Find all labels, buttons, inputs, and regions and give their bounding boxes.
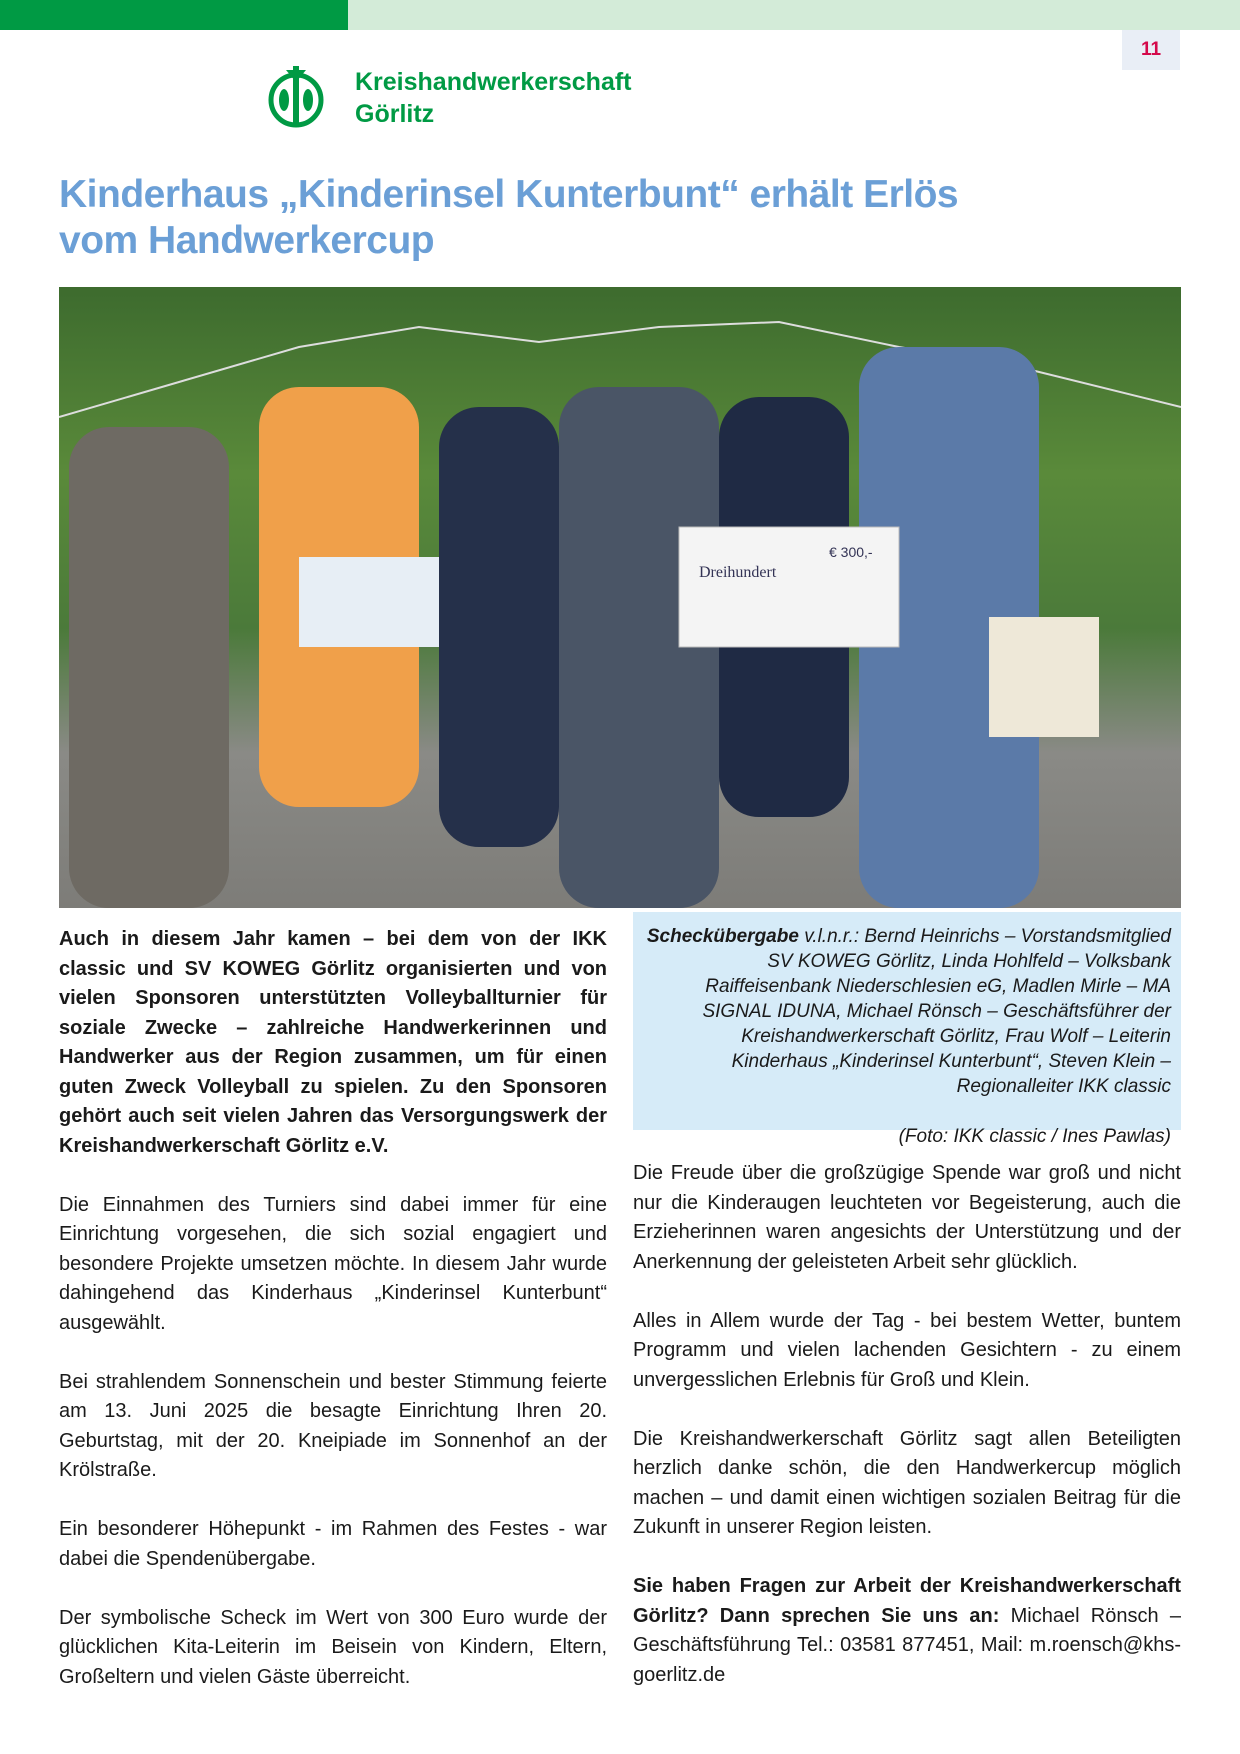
photo-illustration [59,287,1181,908]
org-line-1: Kreishandwerkerschaft [355,68,632,96]
paragraph: Der symbolische Scheck im Wert von 300 Euro wurde der glücklichen Kita-Leiterin im Beisein von Kindern, Eltern, Großeltern und vielen Gäste überreicht. [59,1606,607,1688]
tote-bag [989,617,1099,737]
intro-paragraph: Auch in diesem Jahr kamen – bei dem von der IKK classic und SV KOWEG Görlitz organisierten und von vielen Sponsoren unterstützten Volleyballturnier für soziale Zwecke – zahlreiche Handwerkerinnen und Handwerker aus der Region zusammen, um für einen guten Zweck Volleyball zu spielen. Zu den Sponsoren gehört auch seit vielen Jahren das Versorgungswerk der Kreishandwerkerschaft Görlitz e.V. [59,928,607,1157]
paragraph: Ein besonderer Höhepunkt - im Rahmen des Festes - war dabei die Spendenübergabe. [59,1518,607,1570]
paragraph: Alles in Allem wurde der Tag - bei bestem Wetter, buntem Programm und vielen lachenden Gesichtern - zu einem unvergesslichen Erlebnis für Groß und Klein. [633,1309,1181,1391]
organization-name [355,66,632,130]
cheque-text: Dreihundert [699,564,777,581]
article-title [59,172,1159,264]
left-column [59,925,607,1722]
contact-paragraph [633,1572,1181,1690]
gift-bag [299,557,439,647]
paragraph: Die Einnahmen des Turniers sind dabei immer für eine Einrichtung vorgesehen, die sich sozial engagiert und besondere Projekte umsetzen möchte. In diesem Jahr wurde dahingehend das Kinderhaus „Kinderinsel Kunterbunt“ ausgewählt. [59,1193,607,1334]
top-color-bar [0,0,1240,30]
caption-bold: Scheckübergabe [646,926,799,947]
article-photo [59,287,1181,908]
photo-credit: (Foto: IKK classic / Ines Pawlas) [898,1126,1171,1147]
paragraph: Bei strahlendem Sonnenschein und bester Stimmung feierte am 13. Juni 2025 die besagte Einrichtung Ihren 20. Geburtstag, mit der 20. Kneipiade im Sonnenhof an der Krölstraße. [59,1370,607,1481]
paragraph: Die Freude über die großzügige Spende war groß und nicht nur die Kinderaugen leuchteten vor Begeisterung, auch die Erzieherinnen waren angesichts der Unterstützung und der Anerkennung der geleisteten Arbeit sehr glücklich. [633,1162,1181,1273]
cheque-amount: € 300,- [829,544,873,560]
contact-details: Michael Rönsch – Geschäftsführung Tel.: 03581 877451, Mail: m.roensch@khs-goerlitz.de [633,1604,1181,1686]
title-line-2: vom Handwerkercup [59,219,435,262]
paragraph: Die Kreishandwerkerschaft Görlitz sagt allen Beteiligten herzlich danke schön, die den Handwerkercup möglich machen – und damit einen wichtigen sozialen Beitrag für die Zukunft in unserer Region leisten. [633,1427,1181,1538]
right-column [633,1159,1181,1720]
top-accent-bar [0,0,348,30]
title-line-1: Kinderhaus „Kinderinsel Kunterbunt“ erhält Erlös [59,173,959,216]
guild-logo-icon [266,62,326,128]
contact-question: Sie haben Fragen zur Arbeit der Kreishandwerkerschaft Görlitz? Dann sprechen Sie uns an: [633,1575,1181,1627]
photo-caption [633,912,1181,1147]
org-line-2: Görlitz [355,100,435,128]
caption-text: v.l.n.r.: Bernd Heinrichs – Vorstandsmitglied SV KOWEG Görlitz, Linda Hohlfeld – Volksbank Raiffeisenbank Niederschlesien eG, Madlen Mirle – MA SIGNAL IDUNA, Michael Rönsch – Geschäftsführer der Kreishandwerkerschaft Görlitz, Frau Wolf – Leiterin Kinderhaus „Kinderinsel Kunterbunt“, Steven Klein – Regionalleiter IKK classic [702,926,1171,1097]
page-number: 11 [1122,30,1180,70]
